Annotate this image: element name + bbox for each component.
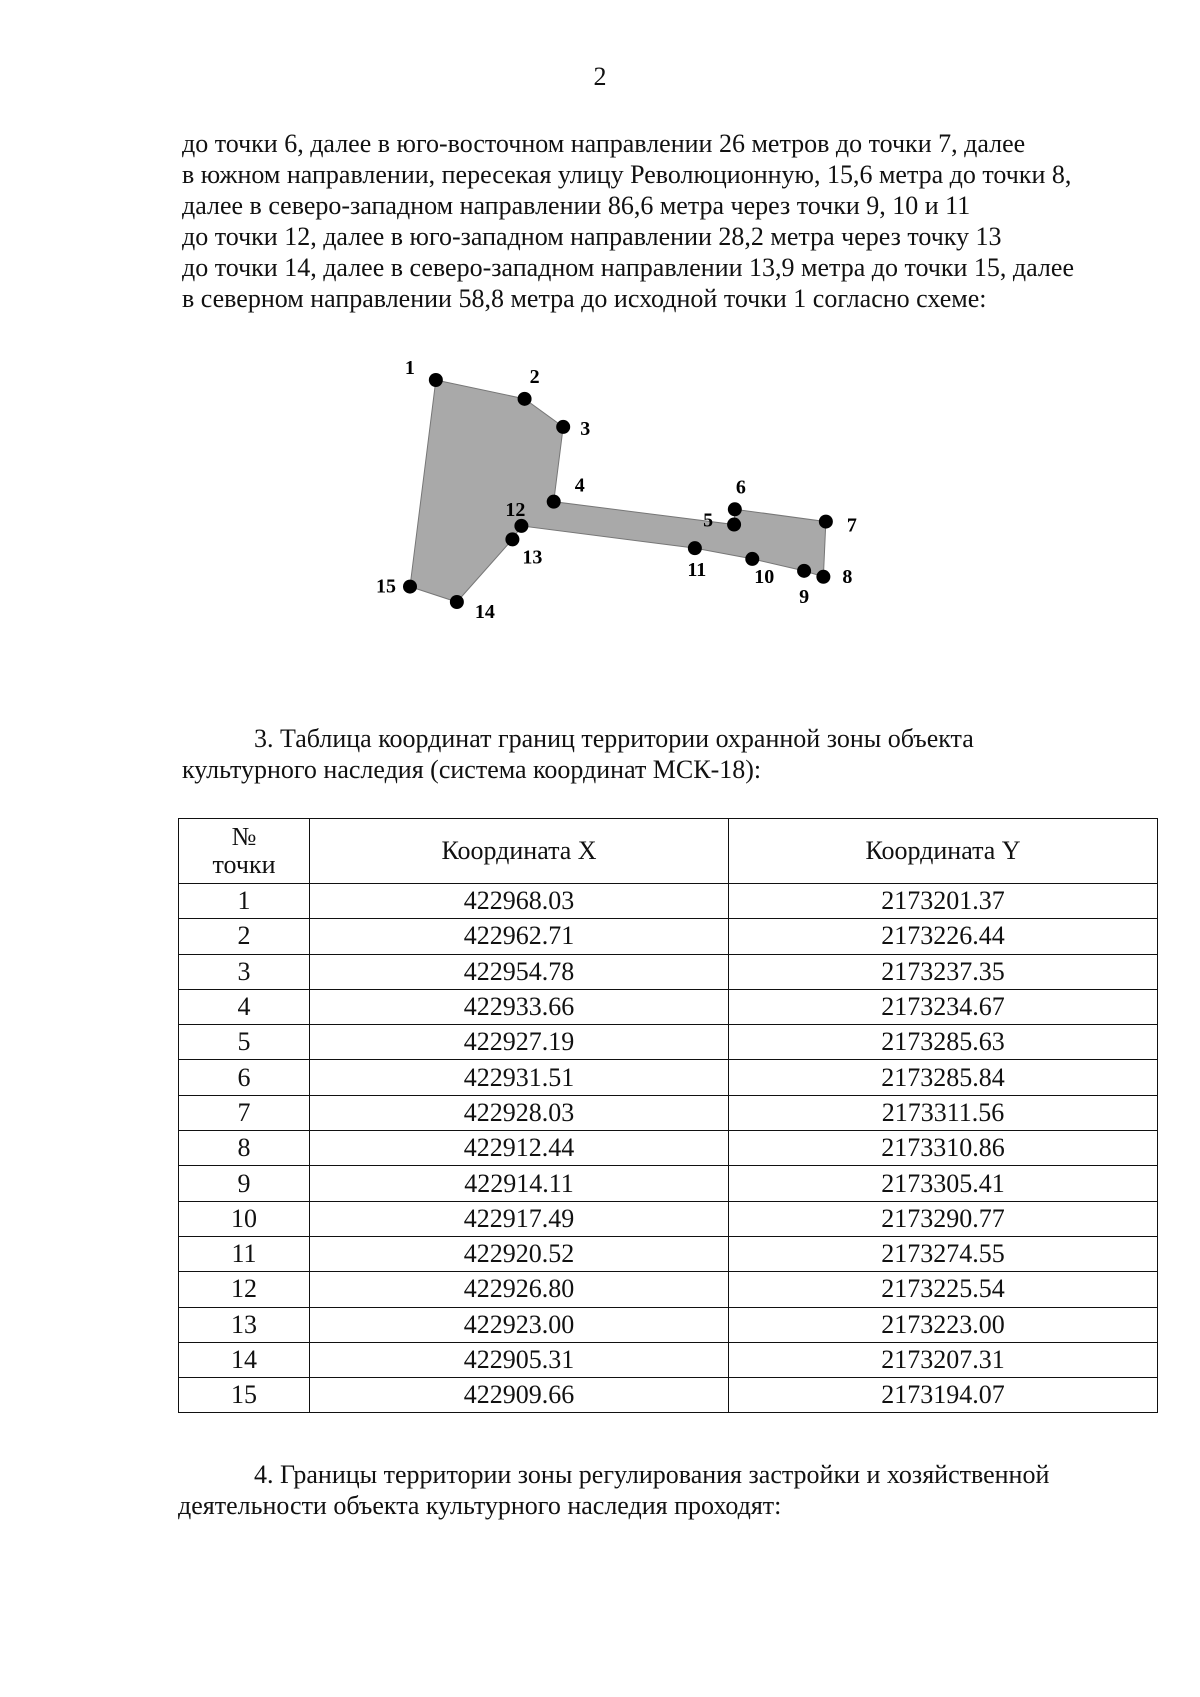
text-line: до точки 6, далее в юго-восточном направлении 26 метров до точки 7, далее — [182, 129, 1026, 158]
cell-coordinate-y: 2173305.41 — [729, 1166, 1158, 1201]
point-label: 13 — [522, 546, 543, 569]
point-label: 14 — [474, 601, 495, 623]
cell-point-number: 12 — [179, 1272, 310, 1307]
cell-point-number: 15 — [179, 1378, 310, 1413]
boundary-point — [450, 595, 464, 609]
cell-coordinate-y: 2173223.00 — [729, 1307, 1158, 1342]
text-line: далее в северо-западном направлении 86,6 метра через точки 9, 10 и 11 — [182, 191, 971, 220]
table-row — [179, 1060, 1158, 1095]
cell-point-number: 7 — [179, 1095, 310, 1130]
text-line: культурного наследия (система координат МСК-18): — [182, 755, 762, 784]
cell-point-number: 9 — [179, 1166, 310, 1201]
boundary-point — [547, 495, 561, 509]
boundary-point — [819, 515, 833, 529]
table-row — [179, 1272, 1158, 1307]
cell-coordinate-x: 422909.66 — [310, 1378, 729, 1413]
cell-point-number: 11 — [179, 1236, 310, 1271]
section-3-heading — [182, 723, 1164, 785]
table-row — [179, 1131, 1158, 1166]
boundary-point — [797, 564, 811, 578]
boundary-description — [182, 128, 1164, 314]
text-line: в северном направлении 58,8 метра до исходной точки 1 согласно схеме: — [182, 284, 987, 313]
section-4-heading — [178, 1459, 1164, 1521]
table-row — [179, 1025, 1158, 1060]
cell-coordinate-x: 422927.19 — [310, 1025, 729, 1060]
boundary-point — [403, 580, 417, 594]
point-label: 8 — [842, 565, 853, 588]
header-coordinate-x: Координата X — [310, 819, 729, 884]
cell-coordinate-y: 2173310.86 — [729, 1131, 1158, 1166]
cell-point-number: 8 — [179, 1131, 310, 1166]
header-no-symbol: № — [231, 822, 257, 851]
table-row — [179, 954, 1158, 989]
cell-point-number: 10 — [179, 1201, 310, 1236]
cell-coordinate-y: 2173285.63 — [729, 1025, 1158, 1060]
boundary-point — [816, 570, 830, 584]
boundary-point — [745, 552, 759, 566]
point-label: 1 — [404, 357, 415, 379]
cell-coordinate-x: 422968.03 — [310, 884, 729, 919]
cell-coordinate-y: 2173234.67 — [729, 989, 1158, 1024]
header-no-word: точки — [212, 850, 276, 879]
cell-point-number: 6 — [179, 1060, 310, 1095]
cell-coordinate-y: 2173274.55 — [729, 1236, 1158, 1271]
cell-coordinate-x: 422928.03 — [310, 1095, 729, 1130]
cell-point-number: 1 — [179, 884, 310, 919]
cell-coordinate-x: 422917.49 — [310, 1201, 729, 1236]
coordinates-table — [178, 818, 1158, 1413]
cell-coordinate-y: 2173311.56 — [729, 1095, 1158, 1130]
boundary-point — [688, 541, 702, 555]
table-header-row — [179, 819, 1158, 884]
page-number: 2 — [593, 62, 607, 91]
point-label: 3 — [580, 417, 591, 440]
table-row — [179, 1307, 1158, 1342]
boundary-point — [518, 392, 532, 406]
cell-coordinate-x: 422920.52 — [310, 1236, 729, 1271]
boundary-point — [514, 519, 528, 533]
point-label: 9 — [799, 585, 810, 608]
boundary-point — [556, 420, 570, 434]
cell-coordinate-x: 422954.78 — [310, 954, 729, 989]
table-row — [179, 1378, 1158, 1413]
cell-coordinate-y: 2173290.77 — [729, 1201, 1158, 1236]
cell-coordinate-y: 2173194.07 — [729, 1378, 1158, 1413]
text-line: деятельности объекта культурного наследия проходят: — [178, 1491, 782, 1520]
boundary-scheme — [376, 340, 960, 670]
text-line: в южном направлении, пересекая улицу Революционную, 15,6 метра до точки 8, — [182, 160, 1072, 189]
cell-coordinate-y: 2173201.37 — [729, 884, 1158, 919]
table-row — [179, 1095, 1158, 1130]
cell-point-number: 14 — [179, 1342, 310, 1377]
boundary-point — [727, 518, 741, 532]
point-label: 7 — [846, 514, 857, 537]
point-label: 2 — [529, 365, 540, 388]
text-line: до точки 14, далее в северо-западном направлении 13,9 метра до точки 15, далее — [182, 253, 1074, 282]
cell-coordinate-y: 2173225.54 — [729, 1272, 1158, 1307]
table-row — [179, 1342, 1158, 1377]
point-label: 11 — [687, 559, 707, 582]
cell-coordinate-x: 422931.51 — [310, 1060, 729, 1095]
cell-coordinate-y: 2173226.44 — [729, 919, 1158, 954]
table-row — [179, 1236, 1158, 1271]
table-row — [179, 919, 1158, 954]
header-coordinate-y: Координата Y — [729, 819, 1158, 884]
table-row — [179, 1201, 1158, 1236]
cell-point-number: 2 — [179, 919, 310, 954]
boundary-point — [505, 532, 519, 546]
table-row — [179, 1166, 1158, 1201]
cell-point-number: 5 — [179, 1025, 310, 1060]
cell-coordinate-x: 422933.66 — [310, 989, 729, 1024]
table-row — [179, 989, 1158, 1024]
point-label: 10 — [754, 565, 775, 588]
text-line: 3. Таблица координат границ территории охранной зоны объекта — [254, 724, 974, 753]
cell-coordinate-x: 422914.11 — [310, 1166, 729, 1201]
boundary-point — [429, 373, 443, 387]
point-label: 4 — [574, 474, 585, 497]
cell-point-number: 3 — [179, 954, 310, 989]
cell-point-number: 4 — [179, 989, 310, 1024]
point-label: 5 — [703, 509, 714, 532]
boundary-point — [728, 502, 742, 516]
point-label: 12 — [505, 498, 526, 521]
cell-coordinate-y: 2173285.84 — [729, 1060, 1158, 1095]
cell-coordinate-y: 2173207.31 — [729, 1342, 1158, 1377]
point-label: 6 — [735, 476, 746, 499]
cell-coordinate-x: 422962.71 — [310, 919, 729, 954]
point-label: 15 — [376, 575, 396, 598]
header-point-number — [179, 819, 310, 884]
cell-coordinate-x: 422926.80 — [310, 1272, 729, 1307]
table-row — [179, 884, 1158, 919]
cell-coordinate-x: 422905.31 — [310, 1342, 729, 1377]
cell-point-number: 13 — [179, 1307, 310, 1342]
text-line: до точки 12, далее в юго-западном направлении 28,2 метра через точку 13 — [182, 222, 1002, 251]
cell-coordinate-x: 422912.44 — [310, 1131, 729, 1166]
cell-coordinate-x: 422923.00 — [310, 1307, 729, 1342]
text-line: 4. Границы территории зоны регулирования застройки и хозяйственной — [254, 1460, 1050, 1489]
cell-coordinate-y: 2173237.35 — [729, 954, 1158, 989]
